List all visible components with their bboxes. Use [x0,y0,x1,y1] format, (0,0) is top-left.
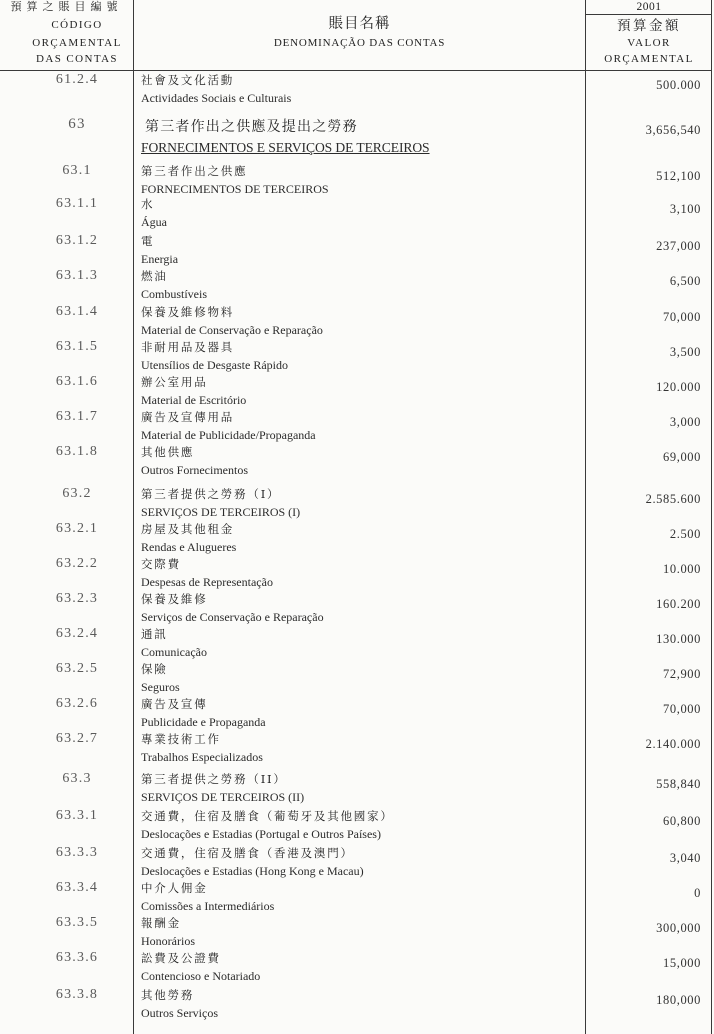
account-name-pt: Seguros [141,680,180,694]
account-code: 63.1.4 [55,304,99,319]
account-name-zh: 報酬金 [141,916,181,930]
account-code: 63.2.3 [55,591,99,606]
account-code: 63.2 [62,486,92,501]
account-name-zh: 水 [141,197,155,211]
account-name-pt: Outros Fornecimentos [141,463,248,477]
budget-value: 3,656,540 [645,123,701,137]
budget-value: 3,500 [669,345,701,359]
account-name-zh: 專業技術工作 [141,732,221,746]
table-row [0,882,714,916]
account-name-zh: 第三者作出之供應及提出之勞務 [145,119,358,135]
account-code: 63.1.2 [55,233,99,248]
budget-value: 3,040 [669,851,701,865]
table-row [0,411,714,445]
account-code: 63.3.6 [55,950,99,965]
budget-value: 6,500 [669,274,701,288]
header-name-pt: DENOMINAÇÃO DAS CONTAS [273,37,446,49]
account-name-zh: 通訊 [141,627,168,641]
budget-value: 60,800 [663,814,701,828]
account-code: 63.1.1 [55,196,99,211]
header-value-pt-line1: VALOR [627,37,671,49]
header-value-pt-line2: ORÇAMENTAL [604,53,694,65]
header-code-pt-line3: DAS CONTAS [36,53,118,65]
account-code: 63.2.5 [55,661,99,676]
budget-value: 2.140.000 [645,737,701,751]
account-name-pt: Honorários [141,934,195,948]
year-underline [585,14,712,15]
account-name-pt: Utensílios de Desgaste Rápido [141,358,288,372]
table-row [0,165,714,199]
account-code: 63.1 [62,163,92,178]
budget-value: 160.200 [656,597,701,611]
account-name-pt: SERVIÇOS DE TERCEIROS (I) [141,505,301,519]
account-name-pt: Comissões a Intermediários [141,899,275,913]
account-name-pt: Actividades Sociais e Culturais [141,91,292,105]
account-name-zh: 第三者提供之勞務（II） [141,772,287,786]
header-code-pt-line2: ORÇAMENTAL [32,37,122,49]
table-row [0,810,714,844]
account-name-pt: FORNECIMENTOS DE TERCEIROS [141,182,329,196]
budget-value: 558,840 [656,777,701,791]
account-name-pt: Água [141,215,167,229]
account-code: 63.1.3 [55,268,99,283]
budget-value: 15,000 [663,956,701,970]
table-row [0,306,714,340]
account-code: 63.3.1 [55,808,99,823]
table-row [0,663,714,697]
table-row [0,917,714,951]
account-name-zh: 燃油 [141,269,168,283]
budget-value: 3,000 [669,415,701,429]
account-name-zh: 第三者提供之勞務（I） [141,487,281,501]
account-code: 63.2.6 [55,696,99,711]
account-name-zh: 第三者作出之供應 [141,164,248,178]
account-name-pt: FORNECIMENTOS E SERVIÇOS DE TERCEIROS [141,140,430,155]
budget-value: 130.000 [656,632,701,646]
account-name-zh: 保養及維修物料 [141,305,235,319]
budget-value: 512,100 [656,169,701,183]
budget-value: 237,000 [656,239,701,253]
header-value-zh: 預算金額 [617,18,681,34]
account-name-zh: 交際費 [141,557,181,571]
table-row [0,593,714,627]
budget-value: 10.000 [663,562,701,576]
table-row [0,628,714,662]
account-name-zh: 中介人佣金 [141,881,208,895]
account-name-zh: 交通費，住宿及膳食（香港及澳門） [141,846,354,860]
table-row [0,952,714,986]
account-name-pt: Trabalhos Especializados [141,750,263,764]
table-row [0,74,714,108]
table-row [0,376,714,410]
account-name-pt: SERVIÇOS DE TERCEIROS (II) [141,790,305,804]
account-code: 63.3.8 [55,987,99,1002]
account-name-pt: Contencioso e Notariado [141,969,261,983]
account-name-pt: Deslocações e Estadias (Hong Kong e Macau) [141,864,364,878]
account-name-pt: Energia [141,252,179,266]
header-name-zh: 賬目名稱 [328,16,391,32]
account-name-zh: 保養及維修 [141,592,208,606]
budget-value: 70,000 [663,702,701,716]
account-name-pt: Deslocações e Estadias (Portugal e Outros Países) [141,827,381,841]
table-row [0,116,714,155]
account-name-pt: Despesas de Representação [141,575,273,589]
account-name-zh: 訟費及公證費 [141,951,221,965]
budget-value: 2.585.600 [645,492,701,506]
table-row [0,270,714,304]
account-code: 63.2.1 [55,521,99,536]
table-row [0,523,714,557]
account-name-zh: 非耐用品及器具 [141,340,235,354]
account-code: 63.3.5 [55,915,99,930]
table-row [0,733,714,767]
budget-value: 120.000 [656,380,701,394]
account-name-pt: Material de Conservação e Reparação [141,323,323,337]
budget-value: 72,900 [663,667,701,681]
account-name-pt: Material de Publicidade/Propaganda [141,428,316,442]
budget-value: 180,000 [656,993,701,1007]
account-code: 63.3.4 [55,880,99,895]
account-code: 61.2.4 [55,72,99,87]
header-bottom-rule [0,70,712,71]
header-code-zh: 預算之賬目編號 [10,0,123,13]
table-row [0,698,714,732]
budget-value: 3,100 [669,202,701,216]
account-name-zh: 交通費，住宿及膳食（葡萄牙及其他國家） [141,809,394,823]
table-row [0,198,714,232]
budget-value: 300,000 [656,921,701,935]
budget-value: 0 [694,886,701,900]
account-code: 63.3 [62,771,92,786]
account-name-pt: Rendas e Alugueres [141,540,237,554]
header-code-pt-line1: CÓDIGO [51,19,103,31]
account-code: 63.2.4 [55,626,99,641]
account-name-zh: 社會及文化活動 [141,73,235,87]
budget-value: 500.000 [656,78,701,92]
budget-value: 70,000 [663,310,701,324]
account-name-pt: Serviços de Conservação e Reparação [141,610,324,624]
account-name-zh: 其他勞務 [141,988,195,1002]
account-name-zh: 房屋及其他租金 [141,522,235,536]
account-name-pt: Comunicação [141,645,207,659]
table-row [0,558,714,592]
account-name-zh: 廣告及宣傳用品 [141,410,235,424]
table-row [0,446,714,480]
account-name-zh: 其他供應 [141,445,195,459]
account-code: 63.1.5 [55,339,99,354]
account-name-pt: Publicidade e Propaganda [141,715,266,729]
account-name-pt: Material de Escritório [141,393,247,407]
account-name-zh: 保險 [141,662,168,676]
account-name-zh: 電 [141,234,155,248]
table-row [0,847,714,881]
account-code: 63.2.2 [55,556,99,571]
table-row [0,989,714,1023]
account-code: 63.2.7 [55,731,99,746]
account-code: 63.1.8 [55,444,99,459]
account-code: 63.3.3 [55,845,99,860]
table-row [0,341,714,375]
account-name-zh: 廣告及宣傳 [141,697,208,711]
account-name-pt: Outros Serviços [141,1006,218,1020]
table-row [0,235,714,269]
table-row [0,488,714,522]
account-name-zh: 辦公室用品 [141,375,208,389]
budget-value: 69,000 [663,450,701,464]
table-row [0,773,714,807]
account-name-pt: Combustíveis [141,287,208,301]
account-code: 63 [68,116,86,132]
budget-value: 2.500 [669,527,701,541]
account-code: 63.1.6 [55,374,99,389]
header-year: 2001 [636,1,662,13]
account-code: 63.1.7 [55,409,99,424]
